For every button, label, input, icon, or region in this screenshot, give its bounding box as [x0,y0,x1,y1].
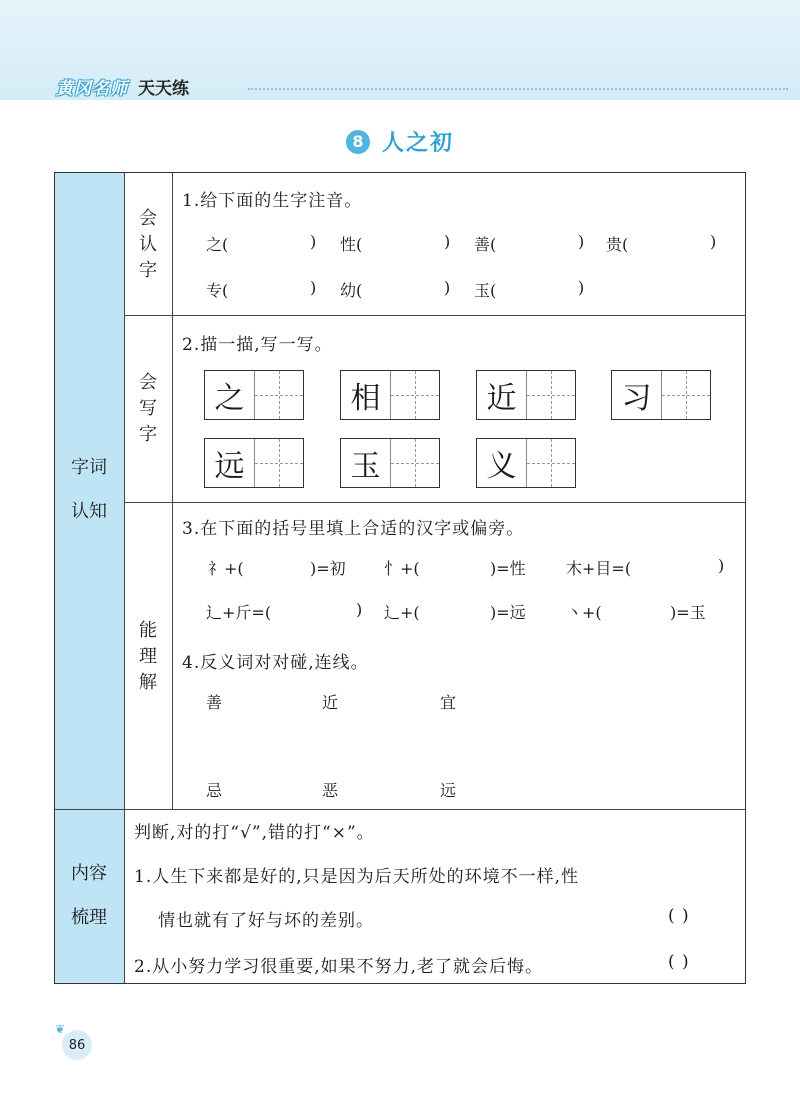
fill-blank[interactable]: 木+目=( [566,559,632,578]
row-divider [54,809,746,810]
writing-grid[interactable]: 之 [204,370,304,420]
writing-grid[interactable]: 习 [611,370,711,420]
sub-label-write: 会 写 字 [139,372,157,445]
question-3: 3.在下面的括号里填上合适的汉字或偏旁。 [182,519,525,539]
match-word[interactable]: 恶 [322,781,339,800]
row-divider [124,502,746,503]
col-divider [124,173,125,983]
writing-grid[interactable]: 远 [204,438,304,488]
pinyin-blank[interactable]: 贵( [606,235,629,254]
series-name: 天天练 [138,78,189,99]
lesson-name: 人之初 [381,131,454,156]
pinyin-blank[interactable]: 幼( [340,281,363,300]
pinyin-blank[interactable]: 专( [206,281,229,300]
col-divider [172,173,173,809]
fill-blank[interactable]: 忄+( [384,559,420,578]
brand [56,74,189,98]
judge-instruction: 判断,对的打“√”,错的打“×”。 [134,823,375,843]
writing-grid[interactable]: 相 [340,370,440,420]
match-word[interactable]: 近 [322,693,339,712]
judge-item-1-cont: 情也就有了好与坏的差别。 [158,911,374,931]
pinyin-blank[interactable]: 之( [206,235,229,254]
category-label: 字词 认知 [71,457,107,522]
page-number: 86 [62,1030,92,1060]
header-divider [248,88,788,90]
writing-grid[interactable]: 玉 [340,438,440,488]
match-word[interactable]: 远 [440,781,457,800]
fill-blank[interactable]: 辶+斤=( [206,603,272,622]
sub-label-understand: 能 理 解 [139,620,157,693]
sub-label-read: 会 认 字 [139,208,157,281]
fill-blank[interactable]: 辶+( [384,603,420,622]
question-4: 4.反义词对对碰,连线。 [182,653,369,673]
answer-paren[interactable]: ( ) [668,906,690,926]
pinyin-blank[interactable]: 玉( [474,281,497,300]
category-label: 内容 梳理 [71,863,107,928]
pinyin-blank[interactable]: 性( [340,235,363,254]
lesson-number: 8 [346,130,370,154]
row-divider [124,315,746,316]
judge-item-2: 2.从小努力学习很重要,如果不努力,老了就会后悔。 [134,957,544,977]
brand-logo: 黄冈名师 [56,78,128,99]
match-word[interactable]: 善 [206,693,223,712]
answer-paren[interactable]: ( ) [668,952,690,972]
writing-grid[interactable]: 近 [476,370,576,420]
match-word[interactable]: 忌 [206,781,223,800]
question-1: 1.给下面的生字注音。 [182,191,363,211]
fill-blank[interactable]: 丶+( [566,603,602,622]
writing-grid[interactable]: 义 [476,438,576,488]
lesson-title [0,126,800,157]
leaf-icon: ❦ [55,1022,66,1036]
judge-item-1: 1.人生下来都是好的,只是因为后天所处的环境不一样,性 [134,867,580,887]
pinyin-blank[interactable]: 善( [474,235,497,254]
question-2: 2.描一描,写一写。 [182,335,333,355]
match-word[interactable]: 宜 [440,693,457,712]
fill-blank[interactable]: 礻+( [208,559,244,578]
